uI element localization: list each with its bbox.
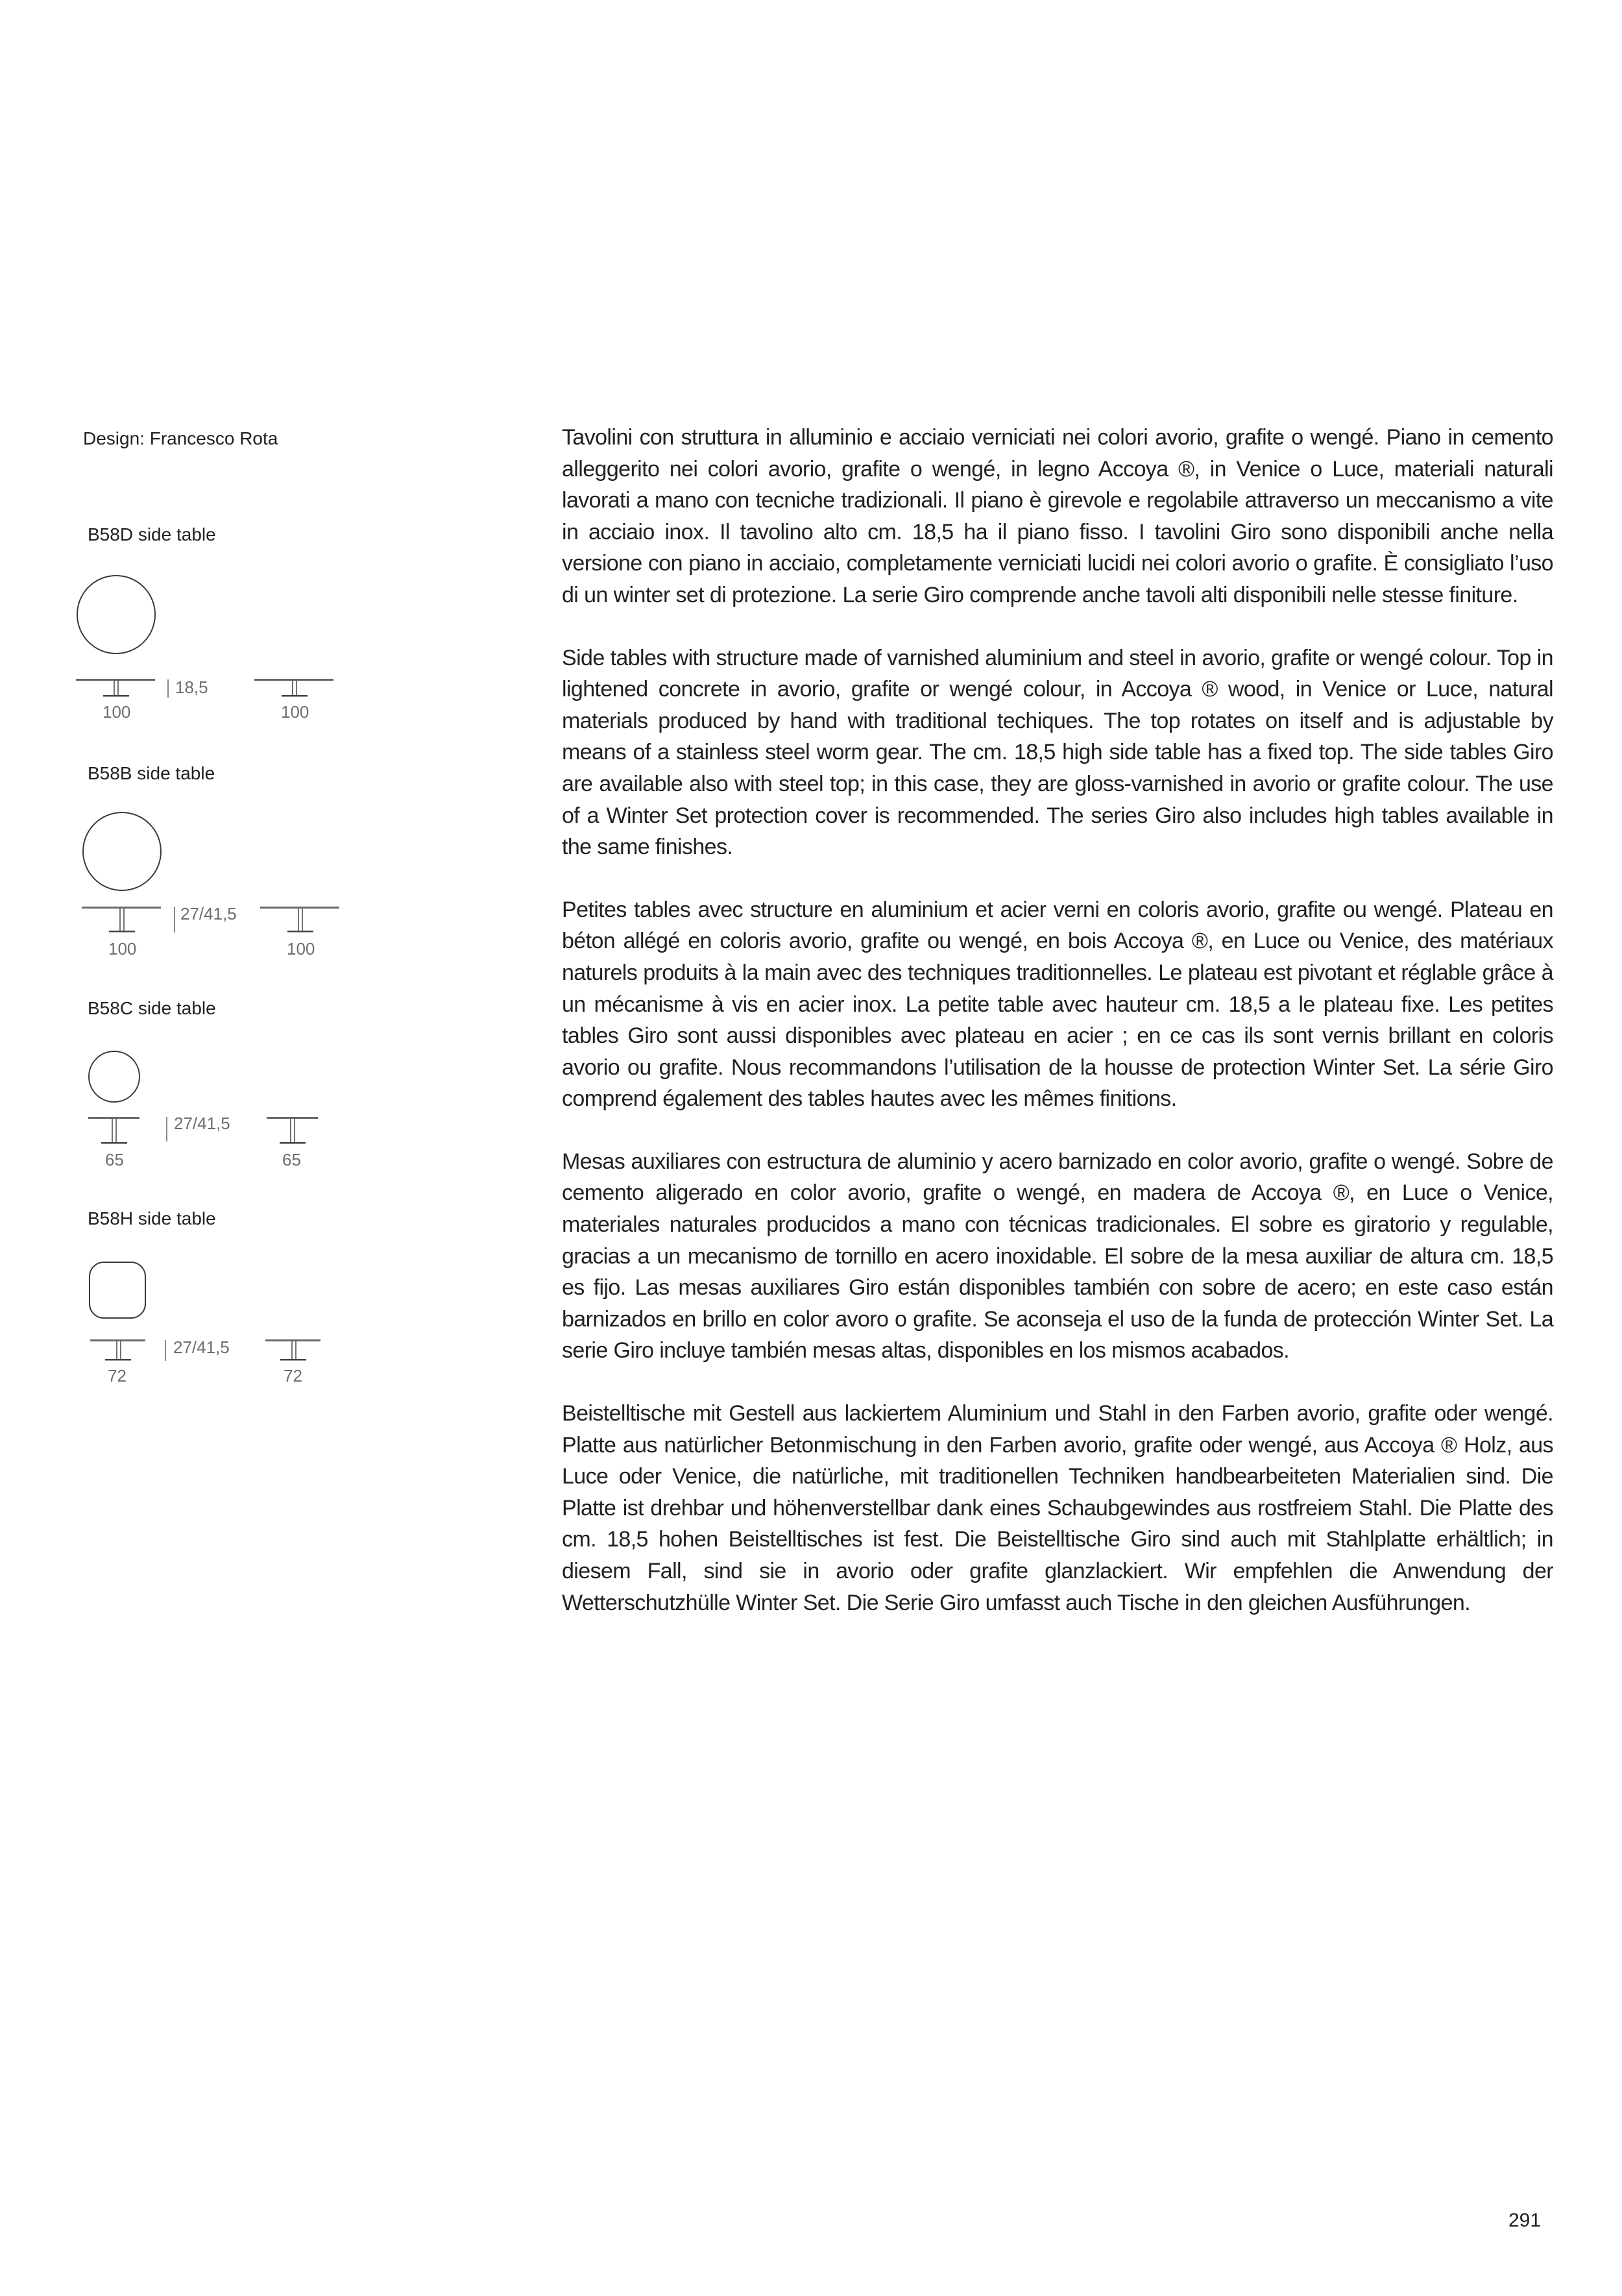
width-dimension: 72 (284, 1366, 302, 1386)
height-marker-icon (166, 1117, 169, 1143)
width-dimension: 100 (287, 939, 315, 959)
height-dimension: 27/41,5 (173, 1337, 230, 1357)
side-elevation-icon (267, 1117, 320, 1145)
width-dimension: 65 (105, 1150, 124, 1169)
width-dimension: 65 (282, 1150, 301, 1169)
width-dimension: 72 (108, 1366, 127, 1386)
width-dimension: 100 (108, 939, 137, 959)
side-elevation-icon (90, 1339, 147, 1363)
product-label: B58H side table (88, 1208, 216, 1228)
product-label: B58D side table (88, 524, 216, 544)
height-marker-icon (167, 679, 170, 699)
paragraph-spanish: Mesas auxiliares con estructura de aluminio y acero barnizado en color avorio, grafite o wengé. Sobre de cemento aligerado en color avorio, grafite o wengé, en madera de Accoya ®, en Luce o Venice, materiales naturales producidos a mano con técnicas tradicionales. El sobre es giratorio y regulable, gracias a un mecanismo de tornillo en acero inoxidable. El sobre de la mesa auxiliar de altura cm. 18,5 es fijo. Las mesas auxiliares Giro están disponibles también con sobre de acero; en este caso están barnizados en brillo en color avoro o grafite. Se aconseja el uso de la funda de protección Winter Set. La serie Giro incluye también mesas altas, disponibles en los mismos acabados. (562, 1149, 1553, 1363)
rounded-square-top-view-icon (89, 1262, 147, 1320)
side-elevation-icon (254, 679, 335, 698)
paragraph-french: Petites tables avec structure en aluminium et acier verni en coloris avorio, grafite ou wengé. Plateau en béton allégé en coloris avorio, grafite ou wengé, en bois Accoya ®, en Luce ou Venice, des matériaux naturels produits à la main avec des techniques traditionnelles. Le plateau est pivotant et réglable grâce à un mécanisme à vis en acier inox. La petite table avec hauteur cm. 18,5 a le plateau fixe. Les petites tables Giro sont aussi disponibles avec plateau en acier ; en ce cas ils sont vernis brillant en coloris avorio ou grafite. Nous recommandons l’utilisation de la housse de protection Winter Set. La série Giro comprend également des tables hautes avec les mêmes finitions. (562, 897, 1553, 1112)
width-dimension: 100 (281, 702, 309, 722)
paragraph-italian: Tavolini con struttura in alluminio e acciaio verniciati nei colori avorio, grafite o wengé. Piano in cemento alleggerito nei colori avorio, grafite o wengé, in legno Accoya ®, in Venice o Luce, materiali naturali lavorati a mano con tecniche tradizionali. Il piano è girevole e regolabile attraverso un meccanismo a vite in acciaio inox. Il tavolino alto cm. 18,5 ha il piano fisso. I tavolini Giro sono disponibili anche nella versione con piano in acciaio, completamente verniciati lucidi nei colori avorio o grafite. È consigliato l’uso di un winter set di protezione. La serie Giro comprende anche tavoli alti disponibili nelle stesse finiture. (562, 425, 1553, 607)
height-dimension: 18,5 (175, 678, 208, 697)
product-label: B58B side table (88, 763, 215, 783)
side-elevation-icon (260, 907, 341, 934)
width-dimension: 100 (103, 702, 131, 722)
side-elevation-icon (88, 1117, 141, 1145)
height-marker-icon (174, 907, 176, 934)
description-body (562, 422, 1553, 1650)
side-elevation-icon (82, 907, 162, 934)
paragraph-german: Beistelltische mit Gestell aus lackiertem Aluminium und Stahl in den Farben avorio, grafite oder wengé. Platte aus natürlicher Betonmischung in den Farben avorio, grafite oder wengé, aus Accoya ® Holz, aus Luce oder Venice, die natürliche, mit traditionellen Techniken handbearbeiteten Materialien sind. Die Platte ist drehbar und höhenverstellbar dank eines Schaubgewindes aus rostfreiem Stahl. Die Platte des cm. 18,5 hohen Beistelltisches ist fest. Die Beistelltische Giro sind auch mit Stahlplatte erhältlich; in diesem Fall, sind sie in avorio oder grafite glanzlackiert. Wir empfehlen die Anwendung der Wetterschutzhülle Winter Set. Die Serie Giro umfasst auch Tische in den gleichen Ausführungen. (562, 1401, 1553, 1615)
product-label: B58C side table (88, 998, 216, 1018)
height-marker-icon (165, 1340, 167, 1362)
designer-credit: Design: Francesco Rota (83, 428, 278, 448)
round-top-view-icon (88, 1051, 141, 1104)
page-number: 291 (1508, 2210, 1542, 2231)
paragraph-english: Side tables with structure made of varnished aluminium and steel in avorio, grafite or wengé colour. Top in lightened concrete in avorio, grafite or wengé colour, in Accoya ® wood, in Venice or Luce, natural materials produced by hand with traditional techiques. The top rotates on itself and is adjustable by means of a stainless steel worm gear. The cm. 18,5 high side table has a fixed top. The side tables Giro are available also with steel top; in this case, they are gloss-varnished in avorio or grafite colour. The use of a Winter Set protection cover is recommended. The series Giro also includes high tables available in the same finishes. (562, 645, 1553, 860)
height-dimension: 27/41,5 (174, 1114, 230, 1133)
round-top-view-icon (82, 812, 163, 892)
side-elevation-icon (265, 1339, 322, 1363)
side-elevation-icon (76, 679, 156, 698)
round-top-view-icon (77, 575, 157, 655)
height-dimension: 27/41,5 (180, 904, 237, 923)
